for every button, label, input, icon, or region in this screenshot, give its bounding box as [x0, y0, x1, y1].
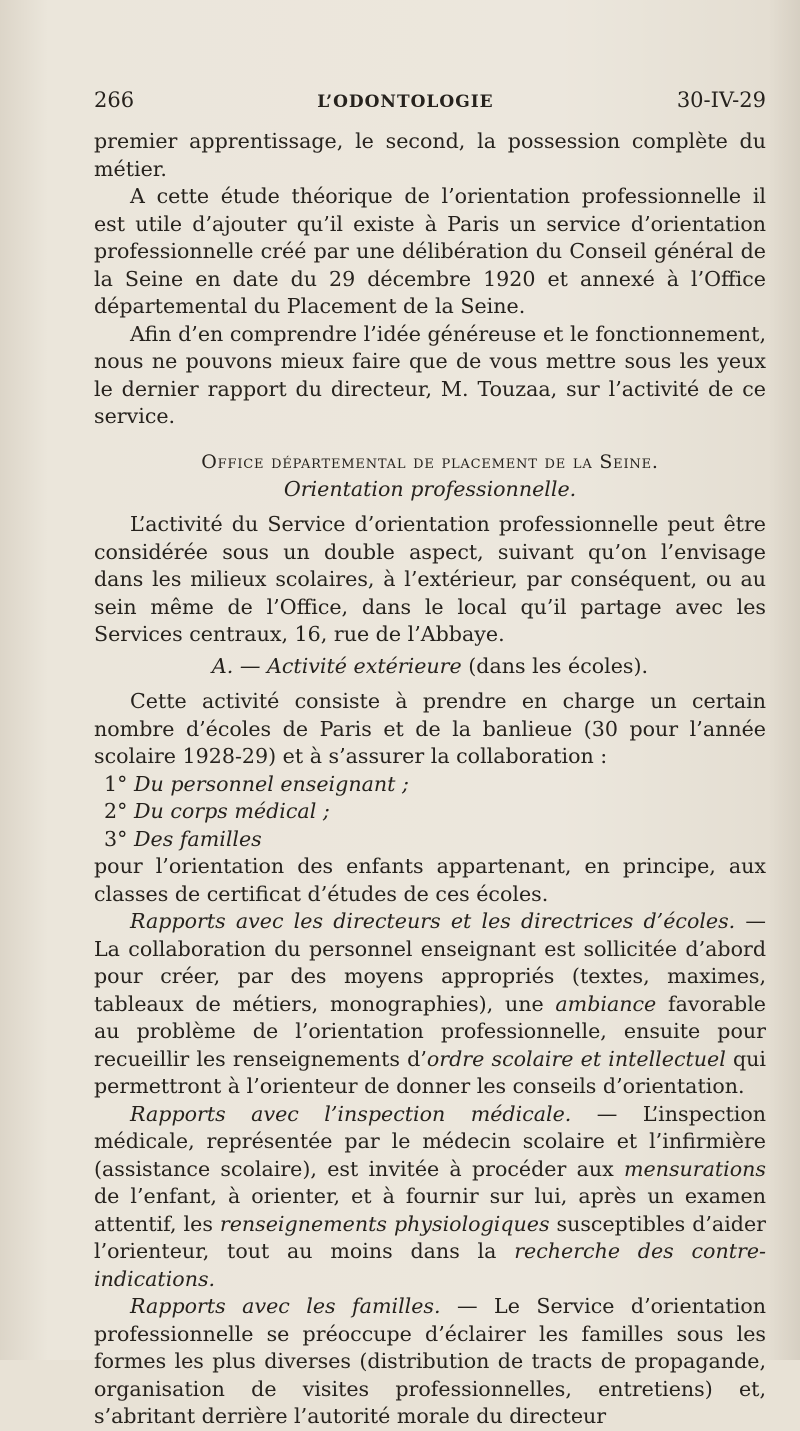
- paragraph-continuation: premier apprentissage, le second, la possession complète du métier.: [94, 129, 766, 181]
- page-number: 266: [94, 88, 135, 112]
- section-a-title: A. — Activité extérieure: [211, 653, 462, 678]
- office-title: Office départemental de placement de la Seine.: [201, 450, 659, 473]
- paragraph-report-intro: Afin d’en comprendre l’idée généreuse et le fonctionnement, nous ne pouvons mieux faire que de vous mettre sous les yeux le dernier rapport du directeur, M. Touzaa, sur l’activité de ce service.: [94, 321, 766, 428]
- paragraph-orientation-service: A cette étude théorique de l’orientation professionnelle il est utile d’ajouter qu’il existe à Paris un service d’orientation professionnelle créé par une délibération du Conseil général de la Seine en date du 29 décembre 1920 et annexé à l’Office départemental du Placement de la Seine.: [94, 184, 766, 318]
- running-title: L’ODONTOLOGIE: [317, 92, 494, 112]
- office-subtitle: Orientation professionnelle.: [283, 476, 577, 501]
- paragraph-medical-inspection: Rapports avec l’inspection médicale. — L’inspection médicale, représentée par le médecin scolaire et l’infirmière (assistance scolaire), est invitée à procéder aux mensurations de l’enfant, à orienter, et à fournir sur lui, après un examen attentif, les renseignements physiologiques susceptibles d’aider l’orienteur, tout au moins dans la recherche des contre-indications.: [94, 1101, 767, 1291]
- issue-date: 30-IV-29: [676, 88, 766, 112]
- paragraph-activity-description: Cette activité consiste à prendre en charge un certain nombre d’écoles de Paris et de la banlieue (30 pour l’année scolaire 1928-29) et à s’assurer la collaboration :: [94, 689, 766, 768]
- list-item: 2° Du corps médical ;: [104, 799, 330, 823]
- paragraph-families: Rapports avec les familles. — Le Service d’orientation professionnelle se préoccupe d’éclairer les familles sous les formes les plus diverses (distribution de tracts de propagande, organisation de visites professionnelles, entretiens) et, s’abritant derrière l’autorité morale du directeur: [94, 1294, 766, 1428]
- collaboration-list: [94, 771, 766, 854]
- paragraph-directors: Rapports avec les directeurs et les directrices d’écoles. — La collaboration du personnel enseignant est sollicitée d’abord pour créer, par des moyens appropriés (textes, maximes, tableaux de métiers, monographies), une ambiance favorable au problème de l’orientation professionnelle, ensuite pour recueillir les renseignements d’ordre scolaire et intellectuel qui permettront à l’orienteur de donner les conseils d’orientation.: [94, 909, 766, 1098]
- list-item: 1° Du personnel enseignant ;: [104, 771, 409, 796]
- page-body: [94, 128, 766, 1431]
- section-a-heading: [94, 653, 766, 681]
- list-item: 3° Des familles: [104, 826, 262, 851]
- paragraph-list-continuation: pour l’orientation des enfants appartenant, en principe, aux classes de certificat d’études de ces écoles.: [94, 854, 766, 906]
- section-a-suffix: (dans les écoles).: [461, 653, 649, 678]
- page-header: [94, 88, 766, 128]
- paragraph-activity-aspect: L’activité du Service d’orientation professionnelle peut être considérée sous un double aspect, suivant qu’on l’envisage dans les milieux scolaires, à l’extérieur, par conséquent, ou au sein même de l’Office, dans le local qu’il partage avec les Services centraux, 16, rue de l’Abbaye.: [94, 512, 766, 646]
